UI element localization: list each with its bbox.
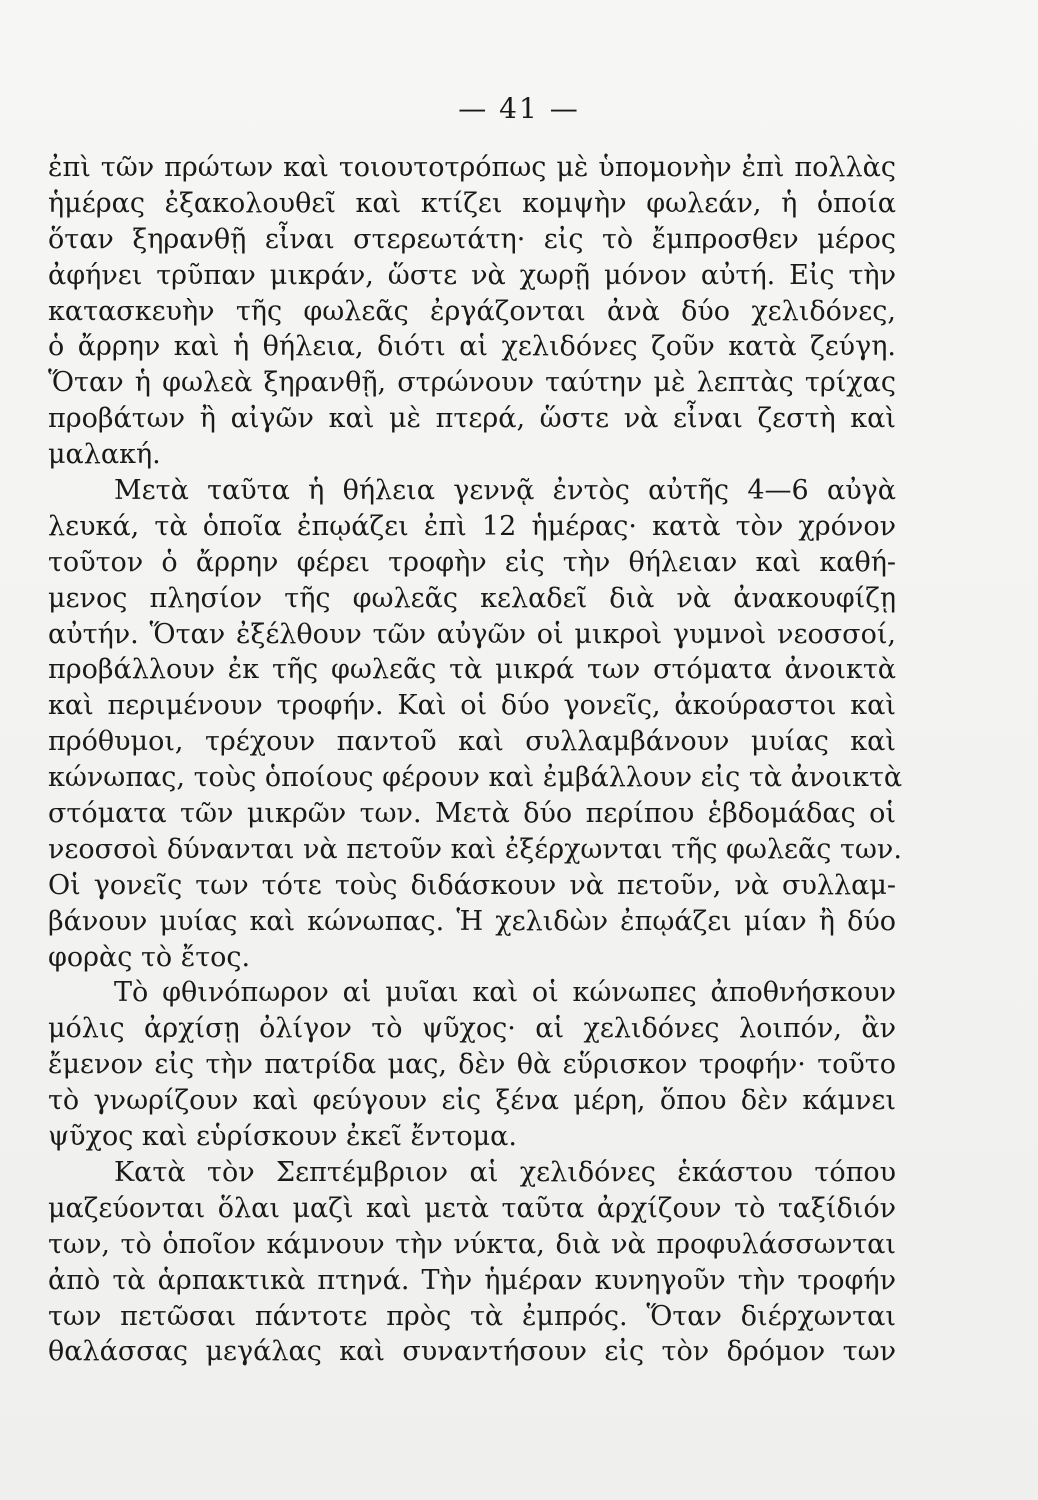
text-line: Τὸ φθινόπωρον αἱ μυῖαι καὶ οἱ κώνωπες ἀποθνήσκουν <box>114 977 896 1009</box>
text-line: προβάτων ἢ αἰγῶν καὶ μὲ πτερά, ὥστε νὰ εἶναι ζεστὴ καὶ <box>48 403 896 435</box>
text-line: κατασκευὴν τῆς φωλεᾶς ἐργάζονται ἀνὰ δύο χελιδόνες, <box>48 295 896 327</box>
text-line: των πετῶσαι πάντοτε πρὸς τὰ ἐμπρός. Ὅταν διέρχωνται <box>48 1300 896 1332</box>
text-line: ὁ ἄρρην καὶ ἡ θήλεια, διότι αἱ χελιδόνες ζοῦν κατὰ ζεύγη. <box>48 331 896 363</box>
text-line: κώνωπας, τοὺς ὁποίους φέρουν καὶ ἐμβάλλουν εἰς τὰ ἀνοικτὰ <box>48 762 903 794</box>
text-line: προβάλλουν ἐκ τῆς φωλεᾶς τὰ μικρά των στόματα ἀνοικτὰ <box>48 654 896 686</box>
text-line: φορὰς τὸ ἔτος. <box>48 941 251 973</box>
text-line: αὐτήν. Ὅταν ἐξέλθουν τῶν αὐγῶν οἱ μικροὶ γυμνοὶ νεοσσοί, <box>48 618 896 650</box>
paragraph-1 <box>48 150 896 473</box>
text-line: Οἱ γονεῖς των τότε τοὺς διδάσκουν νὰ πετοῦν, νὰ συλλαμ- <box>48 869 896 901</box>
text-line: ἔμενον εἰς τὴν πατρίδα μας, δὲν θὰ εὕρισκον τροφήν· τοῦτο <box>48 1049 896 1081</box>
text-line: ἡμέρας ἐξακολουθεῖ καὶ κτίζει κομψὴν φωλεάν, ἡ ὁποία <box>48 187 896 219</box>
text-line: μόλις ἀρχίσῃ ὀλίγον τὸ ψῦχος· αἱ χελιδόνες λοιπόν, ἂν <box>48 1013 896 1045</box>
paragraph-4 <box>48 1155 896 1370</box>
text-line: μαζεύονται ὅλαι μαζὶ καὶ μετὰ ταῦτα ἀρχίζουν τὸ ταξίδιόν <box>48 1192 896 1224</box>
text-line: νεοσσοὶ δύνανται νὰ πετοῦν καὶ ἐξέρχωνται τῆς φωλεᾶς των. <box>48 833 902 865</box>
page-number: — 41 — <box>458 92 580 125</box>
text-line: ὅταν ξηρανθῇ εἶναι στερεωτάτη· εἰς τὸ ἔμπροσθεν μέρος <box>48 223 896 255</box>
text-line: τοῦτον ὁ ἄρρην φέρει τροφὴν εἰς τὴν θήλειαν καὶ καθή- <box>48 546 896 578</box>
text-line: πρόθυμοι, τρέχουν παντοῦ καὶ συλλαμβάνουν μυίας καὶ <box>48 726 896 758</box>
text-line: μαλακή. <box>48 439 161 471</box>
text-line: θαλάσσας μεγάλας καὶ συναντήσουν εἰς τὸν δρόμον των <box>48 1336 896 1368</box>
text-line: ἀφήνει τρῦπαν μικράν, ὥστε νὰ χωρῇ μόνον αὐτή. Εἰς τὴν <box>48 259 896 291</box>
text-line: μενος πλησίον τῆς φωλεᾶς κελαδεῖ διὰ νὰ ἀνακουφίζῃ <box>48 582 896 614</box>
text-line: ψῦχος καὶ εὑρίσκουν ἐκεῖ ἔντομα. <box>48 1121 517 1153</box>
text-line: ἀπὸ τὰ ἁρπακτικὰ πτηνά. Τὴν ἡμέραν κυνηγοῦν τὴν τροφήν <box>48 1264 896 1296</box>
text-line: των, τὸ ὁποῖον κάμνουν τὴν νύκτα, διὰ νὰ προφυλάσσωνται <box>48 1228 896 1260</box>
text-line: Μετὰ ταῦτα ἡ θήλεια γεννᾷ ἐντὸς αὐτῆς 4—6 αὐγὰ <box>114 475 896 507</box>
text-line: Ὅταν ἡ φωλεὰ ξηρανθῇ, στρώνουν ταύτην μὲ λεπτὰς τρίχας <box>48 367 896 399</box>
text-line: Κατὰ τὸν Σεπτέμβριον αἱ χελιδόνες ἑκάστου τόπου <box>114 1156 896 1188</box>
body-text <box>48 150 903 1370</box>
text-line: τὸ γνωρίζουν καὶ φεύγουν εἰς ξένα μέρη, ὅπου δὲν κάμνει <box>48 1085 896 1117</box>
text-line: καὶ περιμένουν τροφήν. Καὶ οἱ δύο γονεῖς, ἀκούραστοι καὶ <box>48 690 896 722</box>
text-line: λευκά, τὰ ὁποῖα ἐπῳάζει ἐπὶ 12 ἡμέρας· κατὰ τὸν χρόνον <box>48 510 896 542</box>
text-line: βάνουν μυίας καὶ κώνωπας. Ἡ χελιδὼν ἐπῳάζει μίαν ἢ δύο <box>48 905 896 937</box>
paragraph-2 <box>48 473 903 975</box>
text-line: ἐπὶ τῶν πρώτων καὶ τοιουτοτρόπως μὲ ὑπομονὴν ἐπὶ πολλὰς <box>48 152 896 183</box>
paragraph-3 <box>48 975 896 1154</box>
text-line: στόματα τῶν μικρῶν των. Μετὰ δύο περίπου ἑβδομάδας οἱ <box>48 798 896 830</box>
